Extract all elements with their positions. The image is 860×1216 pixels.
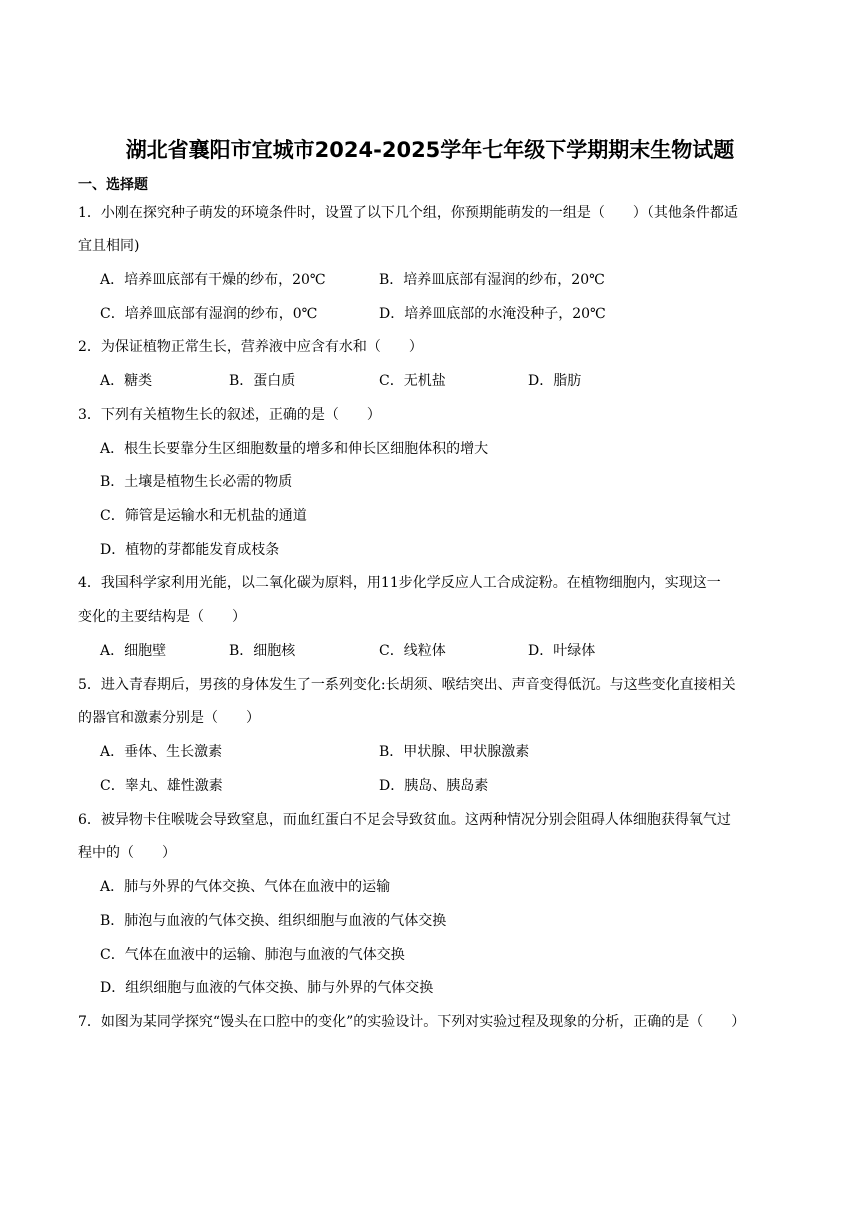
question-5-option-d: D．胰岛、胰岛素 [379, 778, 489, 794]
question-3-stem: 3．下列有关植物生长的叙述，正确的是（ ） [78, 407, 381, 423]
question-2-option-b: B．蛋白质 [229, 373, 296, 389]
question-5-option-c: C．睾丸、雄性激素 [100, 778, 223, 794]
question-5-option-a: A．垂体、生长激素 [100, 744, 223, 760]
question-3-option-b: B．土壤是植物生长必需的物质 [100, 474, 293, 490]
question-6-stem-cont: 程中的（ ） [78, 845, 176, 861]
question-5-stem: 5．进入青春期后，男孩的身体发生了一系列变化:长胡须、喉结突出、声音变得低沉。与这些变化直接相关 [78, 677, 736, 693]
question-1-stem-cont: 宜且相同) [78, 238, 140, 254]
question-4-stem: 4．我国科学家利用光能，以二氧化碳为原料，用11步化学反应人工合成淀粉。在植物细胞内，实现这一 [78, 575, 721, 591]
question-2-stem: 2．为保证植物正常生长，营养液中应含有水和（ ） [78, 339, 423, 355]
question-4-stem-cont: 变化的主要结构是（ ） [78, 609, 246, 625]
question-7-stem: 7．如图为某同学探究“馒头在口腔中的变化”的实验设计。下列对实验过程及现象的分析，正确的是（ ） [78, 1014, 746, 1030]
question-1-option-c: C．培养皿底部有湿润的纱布，0℃ [100, 306, 318, 322]
question-1-option-a: A．培养皿底部有干燥的纱布，20℃ [100, 272, 326, 288]
section-heading: 一、选择题 [78, 177, 148, 193]
question-6-option-a: A．肺与外界的气体交换、气体在血液中的运输 [100, 879, 391, 895]
question-3-option-d: D．植物的芽都能发育成枝条 [100, 542, 280, 558]
question-5-stem-cont: 的器官和激素分别是（ ） [78, 710, 260, 726]
question-1-option-d: D．培养皿底部的水淹没种子，20℃ [379, 306, 606, 322]
question-3-option-a: A．根生长要靠分生区细胞数量的增多和伸长区细胞体积的增大 [100, 441, 489, 457]
question-4-option-b: B．细胞核 [229, 643, 296, 659]
question-3-option-c: C．筛管是运输水和无机盐的通道 [100, 508, 307, 524]
question-4-option-a: A．细胞壁 [100, 643, 167, 659]
question-1-stem: 1．小刚在探究种子萌发的环境条件时，设置了以下几个组，你预期能萌发的一组是（ ）（其他条件都适 [78, 205, 738, 221]
exam-title: 湖北省襄阳市宜城市2024-2025学年七年级下学期期末生物试题 [125, 138, 735, 162]
question-6-option-c: C．气体在血液中的运输、肺泡与血液的气体交换 [100, 947, 405, 963]
question-6-stem: 6．被异物卡住喉咙会导致窒息，而血红蛋白不足会导致贫血。这两种情况分别会阻碍人体细胞获得氧气过 [78, 812, 731, 828]
question-6-option-d: D．组织细胞与血液的气体交换、肺与外界的气体交换 [100, 980, 434, 996]
question-1-option-b: B．培养皿底部有湿润的纱布，20℃ [379, 272, 605, 288]
question-5-option-b: B．甲状腺、甲状腺激素 [379, 744, 530, 760]
question-6-option-b: B．肺泡与血液的气体交换、组织细胞与血液的气体交换 [100, 913, 447, 929]
question-2-option-d: D．脂肪 [528, 373, 582, 389]
question-2-option-c: C．无机盐 [379, 373, 446, 389]
question-4-option-c: C．线粒体 [379, 643, 446, 659]
question-2-option-a: A．糖类 [100, 373, 153, 389]
question-4-option-d: D．叶绿体 [528, 643, 596, 659]
